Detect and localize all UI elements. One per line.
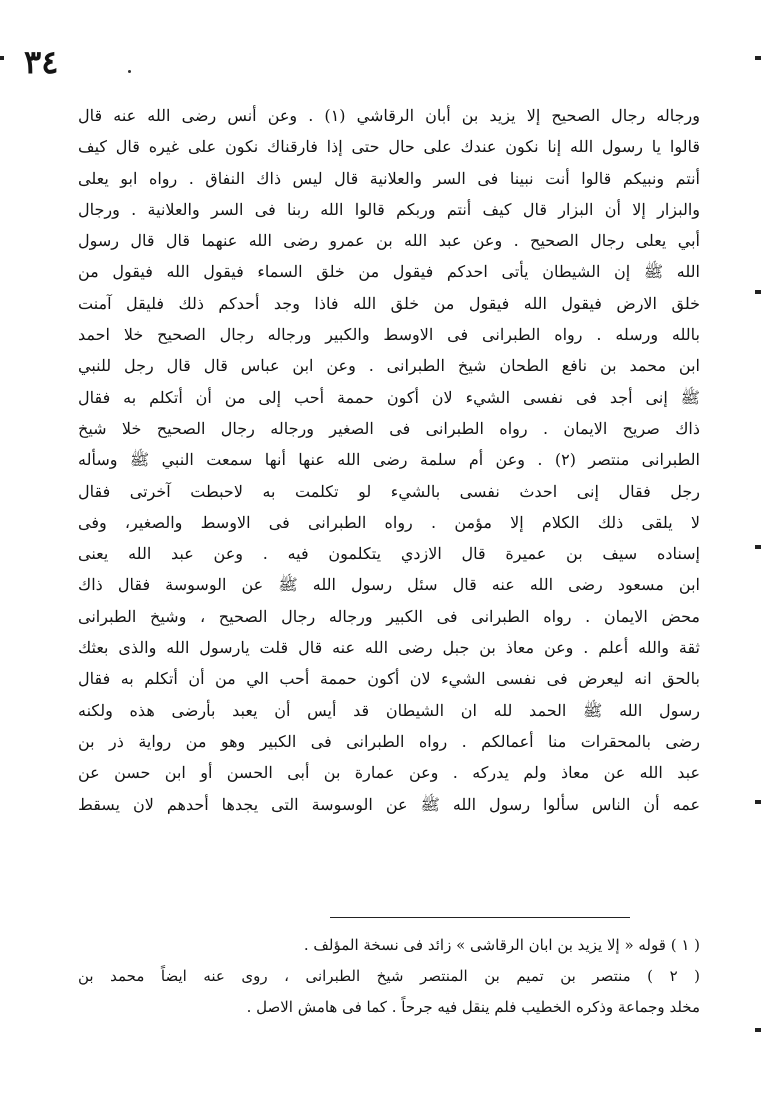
footnotes [78,930,700,1023]
footnote-line: ( ٢ ) منتصر بن تميم بن المنتصر شيخ الطبرانى ، روى عنه ايضاً محمد بن [78,967,700,985]
footnote-line: ( ١ ) قوله « إلا يزيد بن ابان الرقاشى » زائد فى نسخة المؤلف . [303,936,700,954]
page-number: ٣٤ [24,43,59,81]
main-text [78,100,700,820]
text-line: إسناده سيف بن عميرة قال الازدي يتكلمون فيه . وعن عبد الله يعنى [78,544,700,564]
text-line: رسول الله ﷺ الحمد لله ان الشيطان قد أيس أن يعبد بأرضى هذه ولكنه [78,700,700,720]
text-line: ابن مسعود رضى الله عنه قال سئل رسول الله ﷺ عن الوسوسة فقال ذاك [78,575,700,595]
text-line: ذاك صريح الايمان . رواه الطبرانى فى الصغير ورجاله رجال الصحيح خلا شيخ [78,418,700,438]
text-line: ورجاله رجال الصحيح إلا يزيد بن أبان الرقاشي (١) . وعن أنس رضى الله عنه قال [78,106,700,125]
text-line: أنتم ونبيكم قالوا أنت نبينا فى السر والعلانية قال ليس ذاك النفاق . رواه ابو يعلى [78,168,700,188]
text-line: والبزار إلا أن البزار قال كيف أنتم وربكم قالوا الله ربنا فى السر والعلانية . ورجال [78,199,700,219]
text-line: الله ﷺ إن الشيطان يأتى احدكم فيقول من خلق السماء فيقول الله فيقول من [78,262,700,282]
edge-mark [755,800,761,804]
binding-mark [0,56,4,60]
text-line: عمه أن الناس سألوا رسول الله ﷺ عن الوسوسة التى يجدها أحدهم لان يسقط [78,794,700,814]
edge-mark [755,56,761,60]
text-line: ابن محمد بن نافع الطحان شيخ الطبرانى . وعن ابن عباس قال قال رجل للنبي [78,356,700,376]
text-line: قالوا يا رسول الله إنا نكون عندك على حال حتى إذا فارقناك نكون على غيره قال كيف [78,137,700,157]
edge-mark [755,545,761,549]
text-line: رضى بالمحقرات منا أعمالكم . رواه الطبرانى فى الكبير وهو من رواية ذر بن [78,731,700,751]
footnote-separator [330,917,630,918]
footnote-line: مخلد وجماعة وذكره الخطيب فلم ينقل فيه جرحاً . كما فى هامش الاصل . [246,998,700,1016]
text-line: ﷺ إنى أجد فى نفسى الشيء لان أكون حممة أحب إلى من أن أتكلم به فقال [78,387,700,407]
text-line: الطبرانى منتصر (٢) . وعن أم سلمة رضى الله عنها أنها سمعت النبي ﷺ وسأله [78,450,700,470]
ink-dot [128,70,131,73]
text-line: رجل فقال إنى احدث نفسى بالشيء لو تكلمت به لاحبطت آخرتى فقال [78,481,700,501]
text-line: أبي يعلى رجال الصحيح . وعن عبد الله بن عمرو رضى الله عنهما قال قال رسول [78,231,700,251]
edge-mark [755,1028,761,1032]
text-line: ثقة والله أعلم . وعن معاذ بن جبل رضى الله عنه قال قلت يارسول الله والذى بعثك [78,638,700,658]
edge-mark [755,290,761,294]
text-line: خلق الارض فيقول الله فيقول من خلق الله فاذا وجد أحدكم ذلك فليقل آمنت [78,293,700,313]
text-line: بالحق انه ليعرض فى نفسى الشيء لان أكون حممة أحب الي من أن أتكلم به فقال [78,669,700,689]
text-line: عبد الله عن معاذ ولم يدركه . وعن عمارة بن أبى الحسن أو ابن حسن عن [78,763,700,783]
text-line: محض الايمان . رواه الطبرانى فى الكبير ورجاله رجال الصحيح ، وشيخ الطبرانى [78,606,700,626]
text-line: بالله ورسله . رواه الطبرانى فى الاوسط والكبير ورجاله رجال الصحيح خلا احمد [78,325,700,345]
text-line: لا يلقى ذلك الكلام إلا مؤمن . رواه الطبرانى فى الاوسط والصغير، وفى [78,512,700,532]
